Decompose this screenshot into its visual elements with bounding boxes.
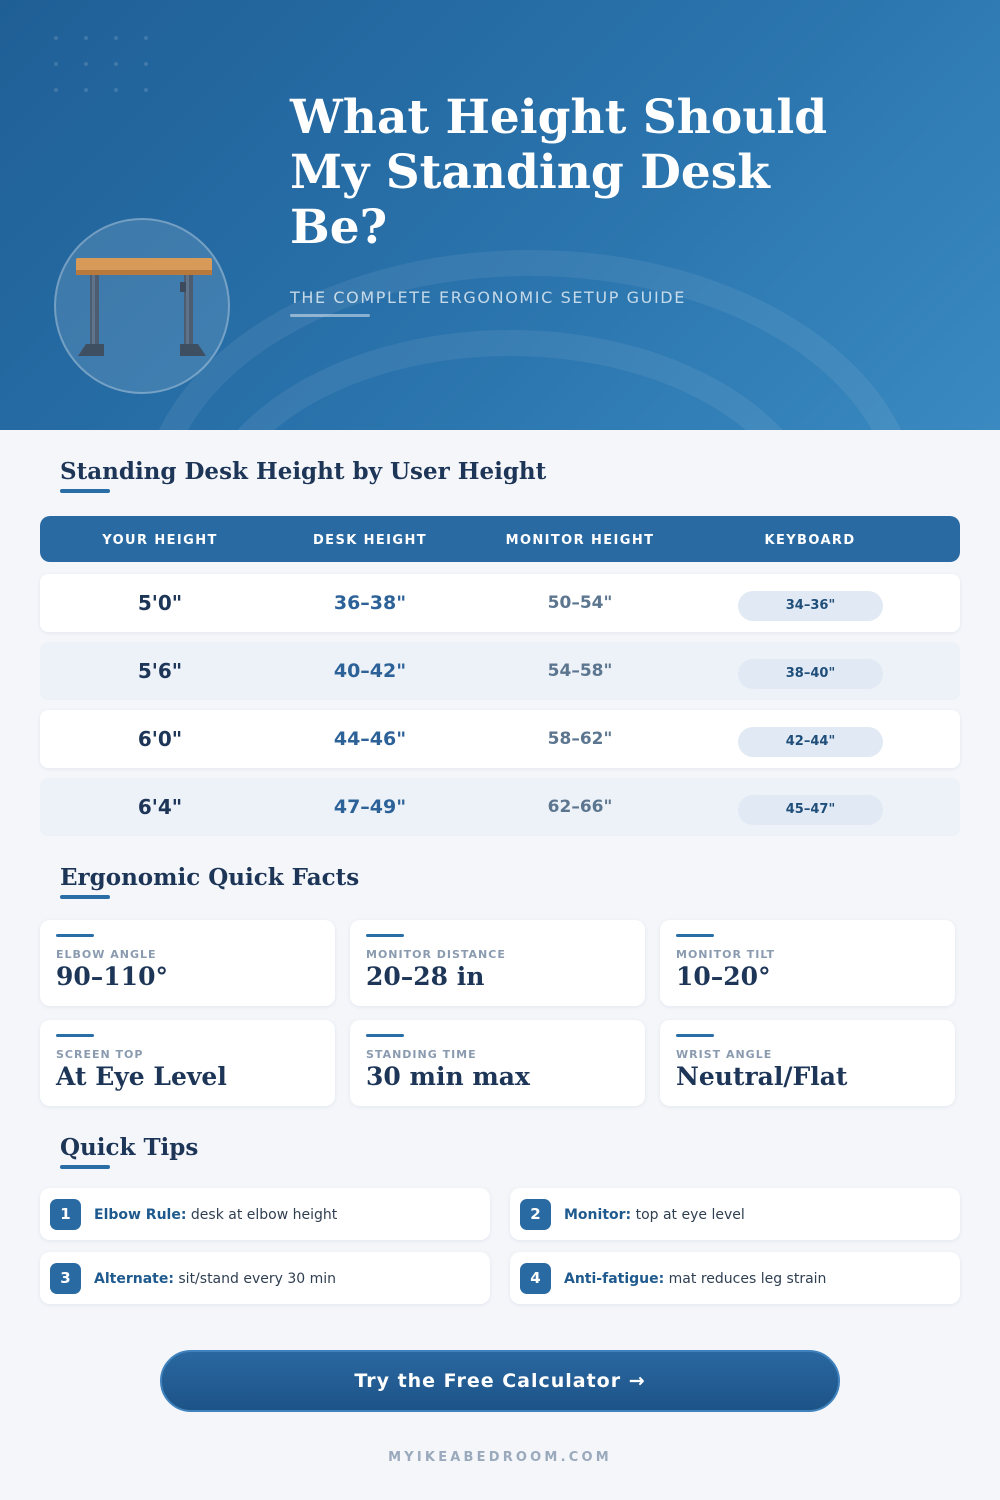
- hero-banner: [0, 0, 1000, 430]
- monitor-height-cell: 50–54": [547, 593, 613, 613]
- fact-value: 20–28 in: [366, 962, 485, 991]
- user-height-cell: 5'0": [137, 591, 183, 615]
- keyboard-height-badge: 38–40": [738, 659, 883, 689]
- free-calculator-button[interactable]: Try the Free Calculator →: [160, 1350, 840, 1412]
- column-header: YOUR HEIGHT: [102, 533, 218, 548]
- fact-value: 10–20°: [676, 962, 771, 991]
- fact-card: [660, 1020, 955, 1106]
- tip-text: [564, 1188, 745, 1242]
- fact-card: [350, 920, 645, 1006]
- table-row: [40, 574, 960, 632]
- fact-label: MONITOR DISTANCE: [366, 948, 506, 961]
- tip-description: desk at elbow height: [186, 1207, 338, 1223]
- fact-card: [350, 1020, 645, 1106]
- tip-number-badge: 2: [520, 1199, 551, 1230]
- desk-height-cell: 47–49": [333, 796, 407, 818]
- fact-value: 30 min max: [366, 1062, 530, 1091]
- tip-number-badge: 4: [520, 1263, 551, 1294]
- user-height-cell: 6'4": [137, 795, 183, 819]
- fact-label: STANDING TIME: [366, 1048, 477, 1061]
- section-title-height-table: Standing Desk Height by User Height: [60, 458, 547, 485]
- tip-card: [40, 1252, 490, 1304]
- section-underline: [60, 895, 110, 899]
- monitor-height-cell: 62–66": [547, 797, 613, 817]
- fact-value: 90–110°: [56, 962, 168, 991]
- keyboard-height-badge: 42–44": [738, 727, 883, 757]
- page-title: What Height Should My Standing Desk Be?: [290, 90, 828, 255]
- fact-label: SCREEN TOP: [56, 1048, 144, 1061]
- monitor-height-cell: 54–58": [547, 661, 613, 681]
- tip-number-badge: 3: [50, 1263, 81, 1294]
- fact-label: MONITOR TILT: [676, 948, 776, 961]
- desk-height-cell: 40–42": [333, 660, 407, 682]
- section-title-quick-tips: Quick Tips: [60, 1134, 199, 1161]
- fact-accent-bar: [366, 934, 404, 937]
- page-subtitle: THE COMPLETE ERGONOMIC SETUP GUIDE: [290, 288, 686, 307]
- tip-text: [94, 1188, 337, 1242]
- tip-text: [94, 1252, 336, 1306]
- tip-card: [510, 1188, 960, 1240]
- user-height-cell: 5'6": [137, 659, 183, 683]
- tip-description: top at eye level: [631, 1207, 745, 1223]
- tip-keyword: Alternate:: [94, 1271, 174, 1287]
- fact-card: [660, 920, 955, 1006]
- section-title-quick-facts: Ergonomic Quick Facts: [60, 864, 360, 891]
- fact-accent-bar: [366, 1034, 404, 1037]
- column-header: DESK HEIGHT: [312, 533, 428, 548]
- column-header: MONITOR HEIGHT: [505, 533, 655, 548]
- fact-accent-bar: [676, 1034, 714, 1037]
- fact-value: At Eye Level: [56, 1062, 227, 1091]
- fact-card: [40, 1020, 335, 1106]
- fact-label: ELBOW ANGLE: [56, 948, 157, 961]
- standing-desk-icon: [54, 218, 230, 394]
- tip-keyword: Elbow Rule:: [94, 1207, 187, 1223]
- table-row: [40, 710, 960, 768]
- fact-accent-bar: [676, 934, 714, 937]
- tip-description: sit/stand every 30 min: [173, 1271, 337, 1287]
- fact-accent-bar: [56, 1034, 94, 1037]
- user-height-cell: 6'0": [137, 727, 183, 751]
- tip-keyword: Anti-fatigue:: [564, 1271, 665, 1287]
- subtitle-underline: [290, 314, 370, 317]
- keyboard-height-badge: 34–36": [738, 591, 883, 621]
- tip-text: [564, 1252, 826, 1306]
- table-row: [40, 778, 960, 836]
- section-underline: [60, 1165, 110, 1169]
- tip-keyword: Monitor:: [564, 1207, 632, 1223]
- monitor-height-cell: 58–62": [547, 729, 613, 749]
- desk-height-cell: 44–46": [333, 728, 407, 750]
- tip-description: mat reduces leg strain: [664, 1271, 827, 1287]
- fact-value: Neutral/Flat: [676, 1062, 848, 1091]
- tip-number-badge: 1: [50, 1199, 81, 1230]
- desk-height-cell: 36–38": [333, 592, 407, 614]
- section-underline: [60, 489, 110, 493]
- table-header: [40, 516, 960, 562]
- fact-label: WRIST ANGLE: [676, 1048, 773, 1061]
- fact-card: [40, 920, 335, 1006]
- column-header: KEYBOARD: [764, 533, 856, 548]
- table-row: [40, 642, 960, 700]
- keyboard-height-badge: 45–47": [738, 795, 883, 825]
- footer-site-name: MYIKEABEDROOM.COM: [388, 1450, 612, 1465]
- tip-card: [510, 1252, 960, 1304]
- tip-card: [40, 1188, 490, 1240]
- fact-accent-bar: [56, 934, 94, 937]
